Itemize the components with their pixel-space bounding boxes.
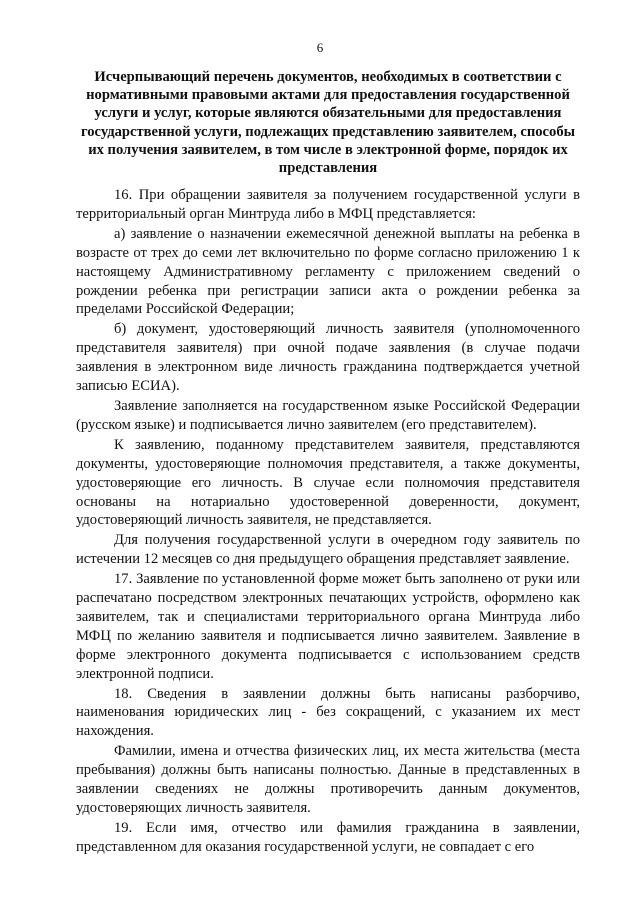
section-heading: Исчерпывающий перечень документов, необходимых в соответствии с нормативными правовыми актами для предоставления государственной услуги и услуг, которые являются обязательными для предоставления государственной услуги, подлежащих представлению заявителем, способы их получения заявителем, в том числе в электронной форме, порядок их представления — [80, 69, 576, 177]
page-number: 6 — [316, 40, 324, 55]
paragraph-16: 16. При обращении заявителя за получением государственной услуги в территориальный орган Минтруда либо в МФЦ представляется: — [76, 187, 580, 222]
paragraph-language: Заявление заполняется на государственном языке Российской Федерации (русском языке) и подписывается лично заявителем (его представителем). — [76, 397, 580, 433]
paragraph-18: 18. Сведения в заявлении должны быть написаны разборчиво, наименования юридических лиц - без сокращений, с указанием их мест нахождения. — [76, 685, 580, 740]
document-body — [76, 186, 580, 858]
paragraph-names: Фамилии, имена и отчества физических лиц, их места жительства (места пребывания) должны быть написаны полностью. Данные в представленных в заявлении сведениях не должны противоречить данным документов, удостоверяющих личность заявителя. — [76, 743, 580, 816]
paragraph-16-a: а) заявление о назначении ежемесячной денежной выплаты на ребенка в возрасте от трех до семи лет включительно по форме согласно приложению 1 к настоящему Административному регламенту с приложением сведений о рождении ребенка при регистрации записи акта о рождении ребенка за пределами Российской Федерации; — [76, 225, 580, 318]
paragraph-17: 17. Заявление по установленной форме может быть заполнено от руки или распечатано посредством электронных печатающих устройств, оформлено как заявителем, так и специалистами территориального органа Минтруда либо МФЦ по желанию заявителя и подписывается лично заявителем. Заявление в форме электронного документа подписывается с использованием средств электронной подписи. — [76, 571, 580, 682]
paragraph-16-b: б) документ, удостоверяющий личность заявителя (уполномоченного представителя заявителя) при очной подаче заявления (в случае подачи заявления в электронном виде личность гражданина подтверждается учетной записью ЕСИА). — [76, 321, 580, 395]
paragraph-next-year: Для получения государственной услуги в очередном году заявитель по истечении 12 месяцев со дня предыдущего обращения представляет заявление. — [76, 532, 580, 568]
paragraph-representative: К заявлению, поданному представителем заявителя, представляются документы, удостоверяющие полномочия представителя, а также документы, удостоверяющие его личность. В случае если полномочия представителя основаны на нотариально удостоверенной доверенности, документ, удостоверяющий личность заявителя, не представляется. — [76, 436, 580, 529]
paragraph-19: 19. Если имя, отчество или фамилия гражданина в заявлении, представленном для оказания государственной услуги, не совпадает с его — [76, 819, 580, 855]
